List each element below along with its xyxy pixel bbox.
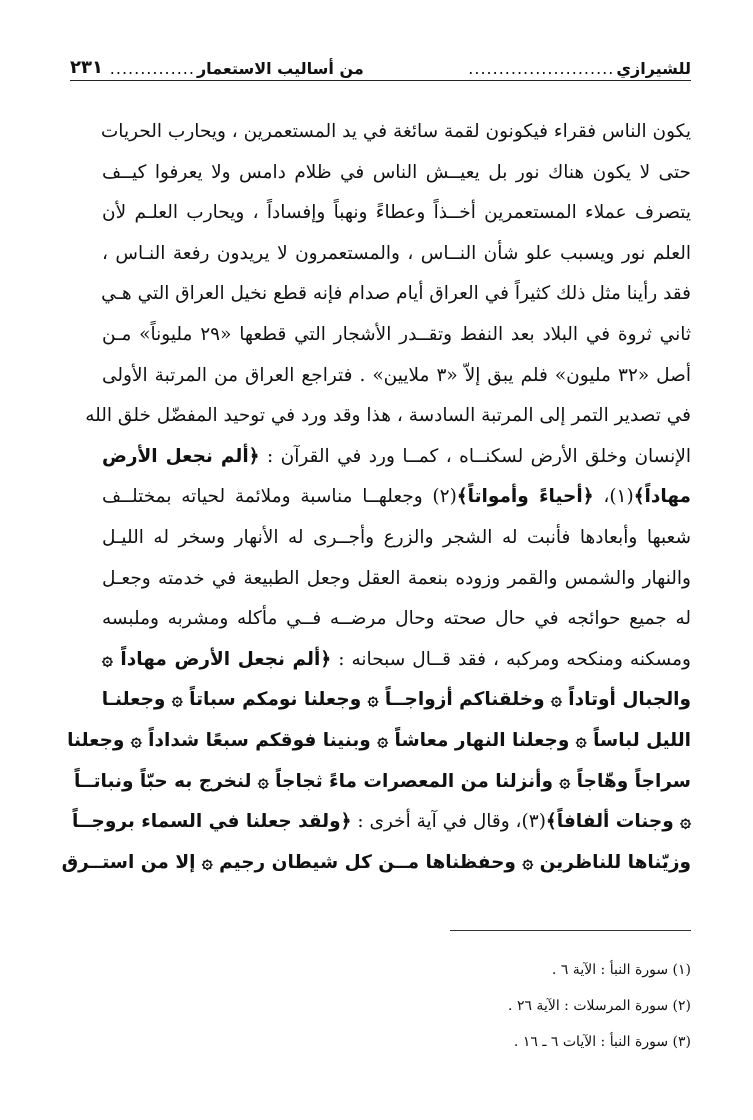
header-author: للشيرازي (616, 59, 691, 78)
quran-quote: ﴿أحياءً وأمواتاً﴾ (456, 486, 594, 508)
body-line: ثاني ثروة في البلاد بعد النفط وتقــدر الأشجار التي قطعها «٢٩ مليوناً» مـن (102, 323, 691, 345)
body-line: شعبها وأبعادها فأنبت له الشجر والزرع وأجــرى له الأنهار وسخر له الليـل (102, 526, 691, 548)
footnote-item: (٢) سورة المرسلات : الآية ٢٦ . (508, 998, 691, 1014)
quran-quote: ﴿ولقد جعلنا في السماء بروجــاً (71, 811, 352, 833)
body-line: والنهار والشمس والقمر وزوده بنعمة العقل وجعل الطبيعة في خدمته وجعـل (102, 567, 691, 589)
header-rule (70, 80, 691, 81)
running-header (70, 48, 691, 78)
header-dot-leader: ........................ (468, 59, 615, 78)
body-line: فقد رأينا مثل ذلك كثيراً في العراق أيام صدام فإنه قطع نخيل العراق التي هـي (101, 283, 691, 305)
footnote-item: (١) سورة النبأ : الآية ٦ . (551, 962, 691, 978)
body-line-mixed (102, 640, 691, 681)
body-line-mixed (71, 802, 691, 843)
footnotes (102, 952, 691, 1060)
body-line: يتصرف عملاء المستعمرين أخــذاً وعطاءً ونهباً وإفساداً ، ويحارب العلـم لأن (102, 202, 691, 224)
plain-text: ومسكنه ومنكحه ومركبه ، فقد قــال سبحانه : (331, 648, 691, 670)
quran-quote: ﴿ألم نجعل الأرض (102, 445, 260, 467)
footnote-item: (٣) سورة النبأ : الآيات ٦ ـ ١٦ . (513, 1034, 691, 1050)
quran-line: الليل لباساً ۞ وجعلنا النهار معاشاً ۞ وبنينا فوقكم سبعًا شداداً ۞ وجعلنا (67, 729, 691, 751)
quran-line: سراجاً وهّاجاً ۞ وأنزلنا من المعصرات ماءً ثجاجاً ۞ لنخرج به حبّاً ونباتــاً (73, 770, 691, 792)
body-line: أصل «٣٢ مليون» فلم يبق إلاّ «٣ ملايين» . فتراجع العراق من المرتبة الأولى (102, 364, 691, 386)
quran-quote: ﴿ألم نجعل الأرض مهاداً ۞ (102, 648, 332, 670)
footnote-rule (450, 930, 691, 931)
quran-quote: ۞ وجنات ألفافاً﴾ (545, 811, 691, 833)
page-number: ٢٣١ (70, 57, 103, 78)
body-line: له جميع حوائجه في حال صحته وحال مرضــه فــي مأكله ومشربه وملبسه (102, 608, 691, 630)
body-line: العلم نور ويسبب علو شأن النــاس ، والمستعمرون لا يريدون رفعة النـاس ، (102, 242, 691, 264)
body-line: يكون الناس فقراء فيكونون لقمة سائغة في يد المستعمرين ، ويحارب الحريات (100, 121, 691, 142)
header-dot-leader-2: .............. (109, 59, 195, 78)
body-line-mixed (102, 437, 691, 478)
body-line: حتى لا يكون هناك نور بل يعيــش الناس في ظلام دامس ولا يعرفوا كيــف (102, 161, 691, 183)
quran-line: وزيّناها للناظرين ۞ وحفظناها مــن كل شيطان رجيم ۞ إلا من استــرق (61, 851, 691, 873)
body-text (61, 112, 692, 883)
footnote-ref: (١)، (593, 486, 634, 508)
plain-text: الإنسان وخلق الأرض لسكنــاه ، كمــا ورد في القرآن : (259, 445, 692, 467)
plain-text: (٣)، وقال في آية أخرى : (351, 811, 546, 833)
body-line: في تصدير التمر إلى المرتبة السادسة ، هذا وقد ورد في توحيد المفضّل خلق الله (85, 405, 691, 427)
quran-line: والجبال أوتاداً ۞ وخلقناكم أزواجــاً ۞ وجعلنا نومكم سباتاً ۞ وجعلنـا (101, 689, 691, 711)
body-line-mixed (102, 477, 691, 518)
header-title: من أساليب الاستعمار (196, 59, 364, 78)
quran-quote: مهاداً﴾ (633, 486, 691, 508)
plain-text: (٢) وجعلهــا مناسبة وملائمة لحياته بمختلــف (102, 486, 457, 508)
